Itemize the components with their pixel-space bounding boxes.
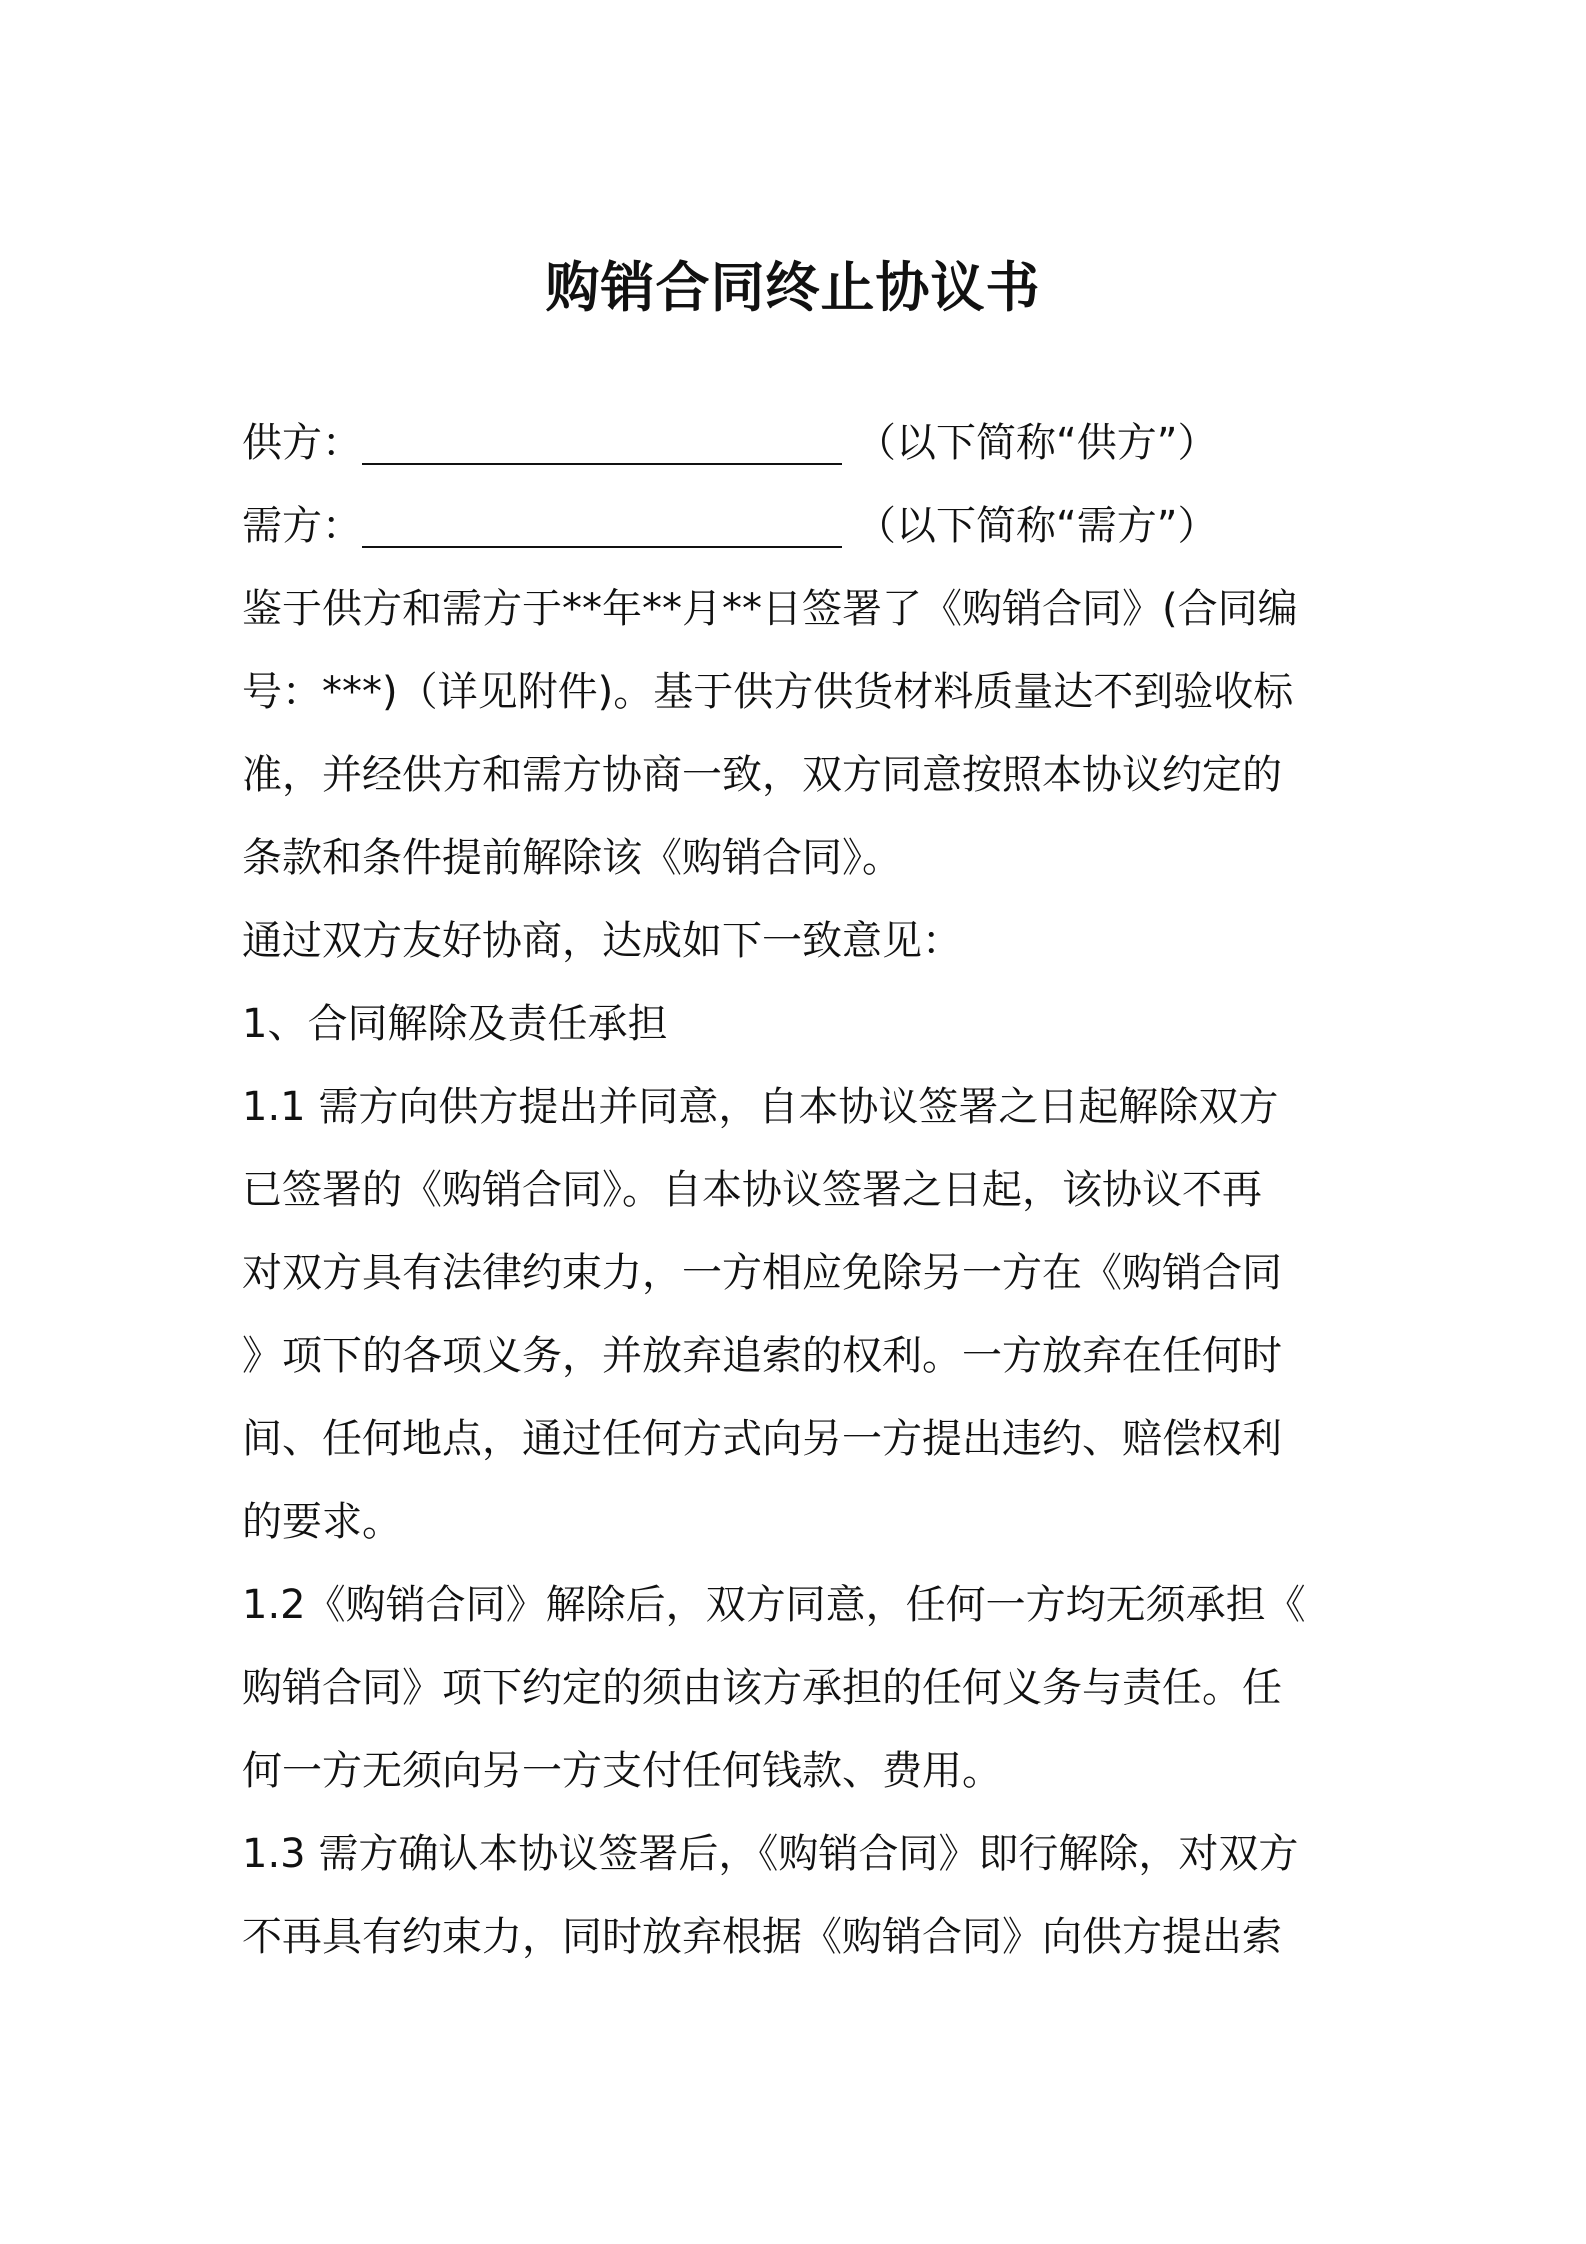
section-heading: 1、合同解除及责任承担 [242,1001,668,1047]
text-line: 》项下的各项义务，并放弃追索的权利。一方放弃在任何时 [242,1333,1282,1379]
text-line: 间、任何地点，通过任何方式向另一方提出违约、赔偿权利 [242,1416,1282,1462]
text-line: 号：***)（详见附件)。基于供方供货材料质量达不到验收标 [242,669,1294,715]
supplier-label: 供方： [242,420,362,466]
text-line: 通过双方友好协商，达成如下一致意见： [242,918,962,964]
buyer-alias: （以下简称“需方”） [856,503,1218,549]
text-line: 的要求。 [242,1499,402,1545]
text-line: 对双方具有法律约束力，一方相应免除另一方在《购销合同 [242,1250,1282,1296]
text-line: 鉴于供方和需方于**年**月**日签署了《购销合同》(合同编 [242,586,1298,632]
buyer-line [242,485,1354,568]
text-line: 1.1 需方向供方提出并同意，自本协议签署之日起解除双方 [242,1084,1279,1130]
text-line: 不再具有约束力，同时放弃根据《购销合同》向供方提出索 [242,1914,1282,1960]
buyer-label: 需方： [242,503,362,549]
document-body [242,402,1354,1979]
document-title: 购销合同终止协议书 [545,256,1041,319]
supplier-alias: （以下简称“供方”） [856,420,1218,466]
text-line: 购销合同》项下约定的须由该方承担的任何义务与责任。任 [242,1665,1282,1711]
text-line: 1.2《购销合同》解除后，双方同意，任何一方均无须承担《 [242,1582,1306,1628]
text-line: 条款和条件提前解除该《购销合同》。 [242,835,902,881]
supplier-name-blank [362,402,842,485]
text-line: 已签署的《购销合同》。自本协议签署之日起，该协议不再 [242,1167,1262,1213]
buyer-name-blank [362,485,842,568]
text-line: 1.3 需方确认本协议签署后，《购销合同》即行解除，对双方 [242,1831,1299,1877]
text-line: 准，并经供方和需方协商一致，双方同意按照本协议约定的 [242,752,1282,798]
supplier-line [242,402,1354,485]
text-line: 何一方无须向另一方支付任何钱款、费用。 [242,1748,1002,1794]
